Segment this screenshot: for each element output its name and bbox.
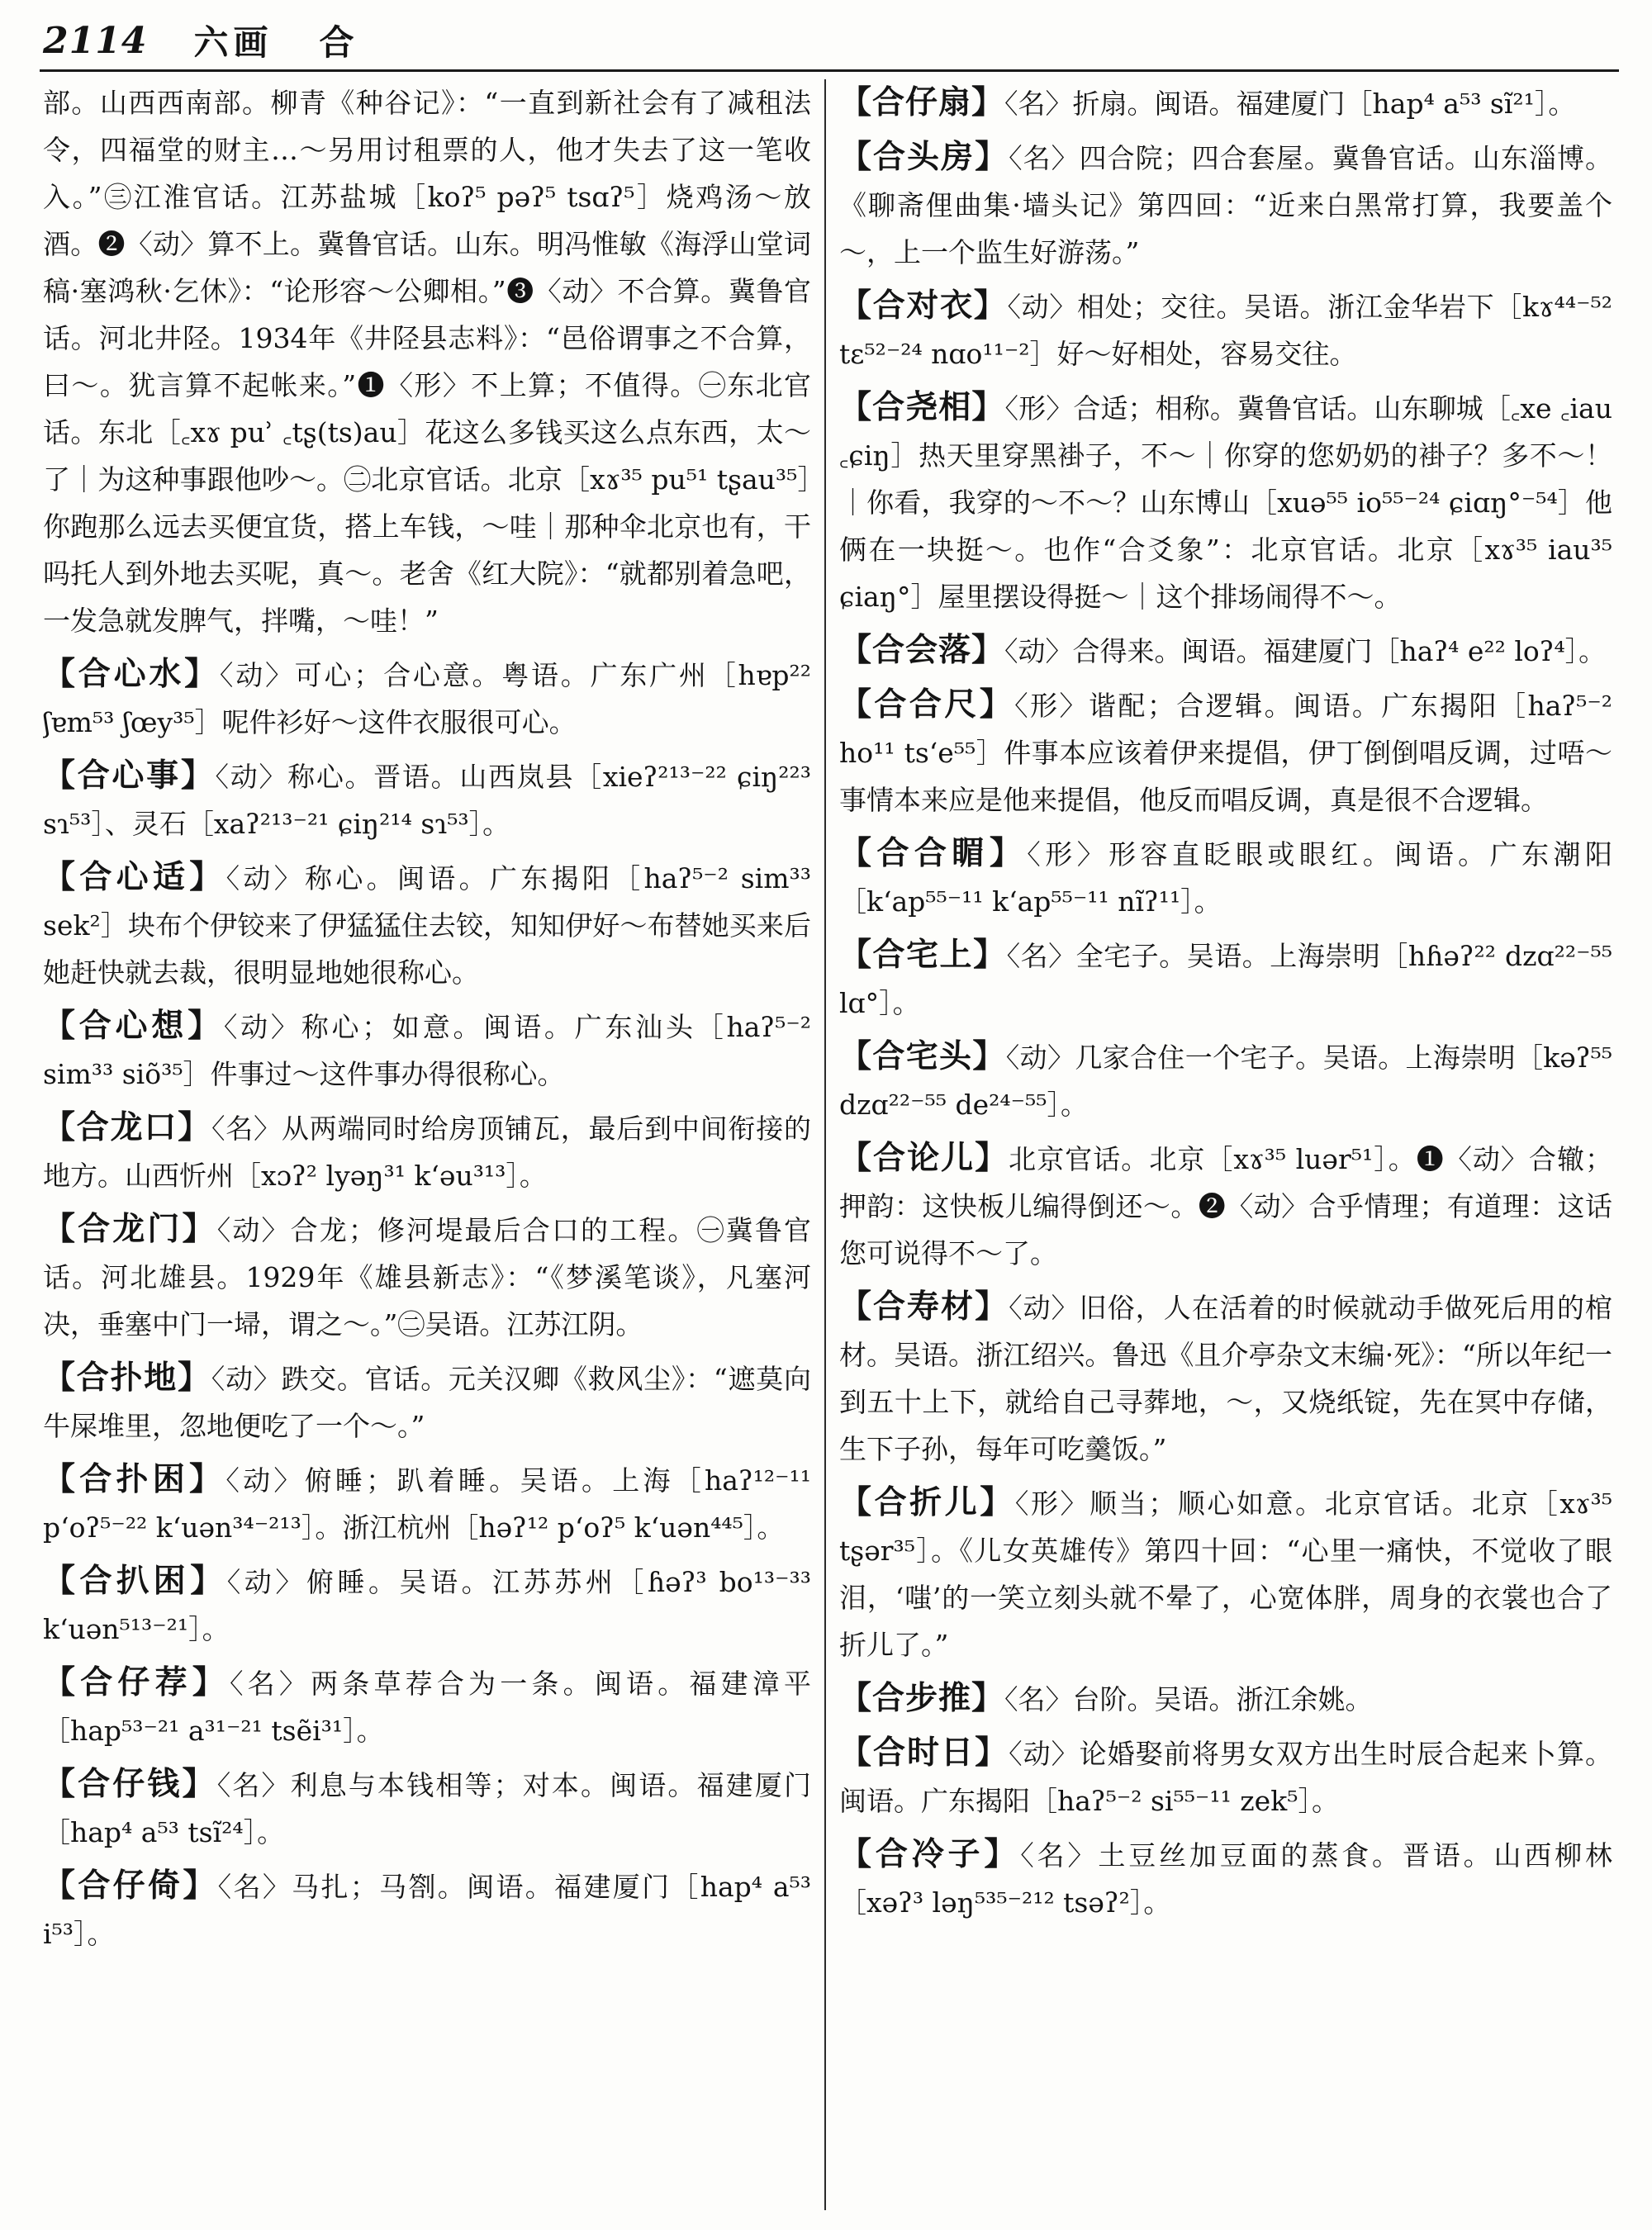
- entry-definition: 〈动〉称心。晋语。山西岚县［xieʔ²¹³⁻²² ɕiŋ²²³ sɿ⁵³］、灵石［xaʔ²¹³⁻²¹ ɕiŋ²¹⁴ sɿ⁵³］。: [43, 761, 811, 840]
- entry-definition: 〈形〉顺当；顺心如意。北京官话。北京［xɤ³⁵ tʂər³⁵］。《儿女英雄传》第四十回：“心里一痛快，不觉收了眼泪，‘嗤’的一笑立刻头就不晕了，心宽体胖，周身的衣裳也合了折儿了。”: [839, 1487, 1612, 1661]
- entry-headword: 【合会落】: [839, 631, 1005, 669]
- entry-definition: 〈名〉两条草荐合为一条。闽语。福建漳平［hap⁵³⁻²¹ a³¹⁻²¹ tsẽi³¹］。: [43, 1668, 811, 1747]
- dictionary-entry: [839, 681, 1612, 823]
- entry-definition: 〈动〉跌交。官话。元关汉卿《救风尘》：“遮莫向牛屎堆里，忽地便吃了一个～。”: [43, 1363, 811, 1442]
- entry-headword: 【合心事】: [43, 757, 216, 795]
- entry-headword: 【合步推】: [839, 1679, 1005, 1717]
- entry-headword: 【合仔荐】: [43, 1663, 230, 1701]
- entry-definition: 〈名〉土豆丝加豆面的蒸食。晋语。山西柳林［xəʔ³ ləŋ⁵³⁵⁻²¹² tsəʔ²］。: [839, 1839, 1612, 1919]
- entry-definition: 〈动〉合龙；修河堤最后合口的工程。㊀冀鲁官话。河北雄县。1929年《雄县新志》：“《梦溪笔谈》，凡塞河决，垂塞中门一埽，谓之～。”㊁吴语。江苏江阴。: [43, 1214, 811, 1340]
- dictionary-entry: [43, 1659, 811, 1754]
- dictionary-entry: [43, 1355, 811, 1450]
- entry-headword: 【合冷子】: [839, 1835, 1021, 1873]
- entry-headword: 【合心想】: [43, 1007, 224, 1045]
- entry-definition: 〈动〉合得来。闽语。福建厦门［haʔ⁴ e²² loʔ⁴］。: [1004, 635, 1607, 667]
- left-entries: [43, 651, 811, 1957]
- dictionary-entry: [839, 1033, 1612, 1128]
- dictionary-entry: [43, 1003, 811, 1098]
- entry-headword: 【合扑地】: [43, 1359, 211, 1397]
- entry-definition: 北京官话。北京［xɤ³⁵ luər⁵¹］。❶〈动〉合辙；押韵：这快板儿编得倒还～。❷〈动〉合乎情理；有道理：这话您可说得不～了。: [839, 1143, 1612, 1269]
- dictionary-entry: [43, 1862, 811, 1957]
- entry-definition: 〈动〉俯睡。吴语。江苏苏州［ɦəʔ³ bo¹³⁻³³ k‘uən⁵¹³⁻²¹］。: [43, 1566, 811, 1645]
- entry-headword: 【合宅上】: [839, 936, 1007, 974]
- dictionary-entry: [839, 627, 1612, 675]
- dictionary-entry: [43, 854, 811, 996]
- dictionary-entry: [839, 1135, 1612, 1277]
- entry-headword: 【合对衣】: [839, 287, 1008, 325]
- dictionary-entry: [43, 1558, 811, 1653]
- dictionary-entry: [839, 134, 1612, 276]
- entry-definition: 〈动〉俯睡；趴着睡。吴语。上海［haʔ¹²⁻¹¹ p‘oʔ⁵⁻²² k‘uən³⁴⁻²¹³］。浙江杭州［həʔ¹² p‘oʔ⁵ k‘uən⁴⁴⁵］。: [43, 1464, 811, 1544]
- entry-definition: 〈名〉从两端同时给房顶铺瓦，最后到中间衔接的地方。山西忻州［xɔʔ² lyəŋ³¹ k‘əu³¹³］。: [43, 1113, 811, 1192]
- entry-headword: 【合心适】: [43, 858, 226, 896]
- entry-definition: 〈名〉台阶。吴语。浙江余姚。: [1004, 1683, 1373, 1715]
- column-divider: [824, 79, 826, 2210]
- dictionary-entry: [43, 1104, 811, 1199]
- entry-headword: 【合仔钱】: [43, 1765, 217, 1803]
- entry-headword: 【合寿材】: [839, 1288, 1009, 1326]
- entry-definition: 〈形〉形容直眨眼或眼红。闽语。广东潮阳［k‘ap⁵⁵⁻¹¹ k‘ap⁵⁵⁻¹¹ nĩʔ¹¹］。: [839, 838, 1612, 918]
- dictionary-entry: [839, 1831, 1612, 1926]
- entry-headword: 【合时日】: [839, 1734, 1009, 1772]
- entry-definition: 〈动〉称心。闽语。广东揭阳［haʔ⁵⁻² sim³³ sek²］块布个伊铰来了伊猛猛住去铰，知知伊好～布替她买来后她赶快就去裁，很明显地她很称心。: [43, 862, 811, 989]
- entry-headword: 【合扒困】: [43, 1562, 227, 1600]
- entry-headword: 【合龙口】: [43, 1108, 211, 1146]
- dictionary-entry: [43, 752, 811, 847]
- section-label: 六画: [193, 22, 273, 63]
- dictionary-entry: [43, 1761, 811, 1856]
- entry-definition: 〈动〉旧俗，人在活着的时候就动手做死后用的棺材。吴语。浙江绍兴。鲁迅《且介亭杂文末编·死》：“所以年纪一到五十上下，就给自己寻葬地，～，又烧纸锭，先在冥中存储，生下子孙，每年可吃羹饭。”: [839, 1292, 1612, 1465]
- dictionary-entry: [839, 830, 1612, 925]
- entry-definition: 〈动〉可心；合心意。粤语。广东广州［hɐp²² ʃɐm⁵³ ʃœy³⁵］呢件衫好～这件衣服很可心。: [43, 659, 811, 738]
- dictionary-entry: [43, 1206, 811, 1348]
- entry-headword: 【合尧相】: [839, 388, 1005, 426]
- entry-definition: 〈形〉合适；相称。冀鲁官话。山东聊城［꜀xe ꜀iau ꜀ɕiŋ］热天里穿黑褂子，不～｜你穿的您奶奶的褂子？多不～！｜你看，我穿的～不～？山东博山［xuə⁵⁵ io⁵⁵⁻²⁴ ɕiɑŋ°⁻⁵⁴］他俩在一块挺～。也作“合爻象”：北京官话。北京［xɤ³⁵ iau³⁵ ɕiaŋ°］屋里摆设得挺～｜这个排场闹得不～。: [839, 392, 1612, 613]
- entry-definition: 〈动〉论婚娶前将男女双方出生时辰合起来卜算。闽语。广东揭阳［haʔ⁵⁻² si⁵⁵⁻¹¹ zek⁵］。: [839, 1738, 1612, 1817]
- entry-definition: 〈名〉马扎；马劄。闽语。福建厦门［hap⁴ a⁵³ i⁵³］。: [43, 1871, 811, 1950]
- entry-headword: 【合心水】: [43, 655, 220, 693]
- entry-headword: 【合头房】: [839, 138, 1009, 176]
- dictionary-entry: [839, 1283, 1612, 1473]
- left-column: [43, 79, 811, 2212]
- dictionary-entry: [43, 1456, 811, 1551]
- entry-headword: 【合扑困】: [43, 1460, 226, 1498]
- entry-definition: 〈形〉谐配；合逻辑。闽语。广东揭阳［haʔ⁵⁻² ho¹¹ ts‘e⁵⁵］件事本应该着伊来提倡，伊丁倒倒唱反调，过唔～事情本来应是他来提倡，他反而唱反调，真是很不合逻辑。: [839, 690, 1612, 816]
- page-number: 2114: [43, 19, 148, 62]
- header-character: 合: [319, 22, 354, 63]
- dictionary-entry: [839, 384, 1612, 620]
- dictionary-entry: [839, 932, 1612, 1027]
- continued-entry-text: 部。山西西南部。柳青《种谷记》：“一直到新社会有了减租法令，四福堂的财主…～另用讨租票的人，他才失去了这一笔收入。”㊂江淮官话。江苏盐城［koʔ⁵ pəʔ⁵ tsɑʔ⁵］烧鸡汤～放酒。❷〈动〉算不上。冀鲁官话。山东。明冯惟敏《海浮山堂词稿·塞鸿秋·乞休》：“论形容～公卿相。”❸〈动〉不合算。冀鲁官话。河北井陉。1934年《井陉县志料》：“邑俗谓事之不合算，曰～。犹言算不起帐来。”❶〈形〉不上算；不值得。㊀东北官话。东北［꜀xɤ puʾ ꜀tʂ(ts)au］花这么多钱买这么点东西，太～了｜为这种事跟他吵～。㊁北京官话。北京［xɤ³⁵ pu⁵¹ tʂau³⁵］你跑那么远去买便宜货，搭上车钱，～哇｜那种伞北京也有，干吗托人到外地去买呢，真～。老舍《红大院》：“就都别着急吧，一发急就发脾气，拌嘴，～哇！”: [43, 87, 811, 637]
- dictionary-entry: [839, 282, 1612, 377]
- entry-definition: 〈名〉四合院；四合套屋。冀鲁官话。山东淄博。《聊斋俚曲集·墙头记》第四回：“近来白黑常打算，我要盖个～，上一个监生好游荡。”: [839, 142, 1612, 268]
- page-header: [43, 15, 1629, 66]
- dictionary-entry: [839, 1675, 1612, 1723]
- dictionary-entry: [839, 1729, 1612, 1824]
- entry-headword: 【合宅头】: [839, 1037, 1006, 1075]
- dictionary-entry: [839, 79, 1612, 127]
- dictionary-entry: [43, 651, 811, 746]
- entry-headword: 【合合尺】: [839, 686, 1015, 724]
- entry-definition: 〈名〉全宅子。吴语。上海崇明［hɦəʔ²² dzɑ²²⁻⁵⁵ lɑ°］。: [839, 940, 1612, 1019]
- entry-headword: 【合论儿】: [839, 1139, 1009, 1177]
- entry-definition: 〈动〉称心；如意。闽语。广东汕头［haʔ⁵⁻² sim³³ siõ³⁵］件事过～这件事办得很称心。: [43, 1011, 811, 1090]
- entry-headword: 【合折儿】: [839, 1483, 1015, 1521]
- entry-definition: 〈动〉几家合住一个宅子。吴语。上海崇明［kəʔ⁵⁵ dzɑ²²⁻⁵⁵ de²⁴⁻⁵⁵］。: [839, 1041, 1612, 1121]
- entry-headword: 【合仔扇】: [839, 83, 1005, 121]
- entry-definition: 〈名〉利息与本钱相等；对本。闽语。福建厦门［hap⁴ a⁵³ tsĩ²⁴］。: [43, 1769, 811, 1848]
- header-rule: [40, 69, 1619, 72]
- entry-definition: 〈名〉折扇。闽语。福建厦门［hap⁴ a⁵³ sĩ²¹］。: [1004, 88, 1576, 120]
- entry-headword: 【合龙门】: [43, 1210, 217, 1248]
- entry-headword: 【合合睸】: [839, 834, 1028, 872]
- right-column: [839, 79, 1612, 2212]
- entry-headword: 【合仔倚】: [43, 1867, 218, 1905]
- dictionary-entry: [839, 1479, 1612, 1668]
- entry-definition: 〈动〉相处；交往。吴语。浙江金华岩下［kɤ⁴⁴⁻⁵² tɛ⁵²⁻²⁴ nɑo¹¹⁻²］好～好相处，容易交往。: [839, 291, 1612, 370]
